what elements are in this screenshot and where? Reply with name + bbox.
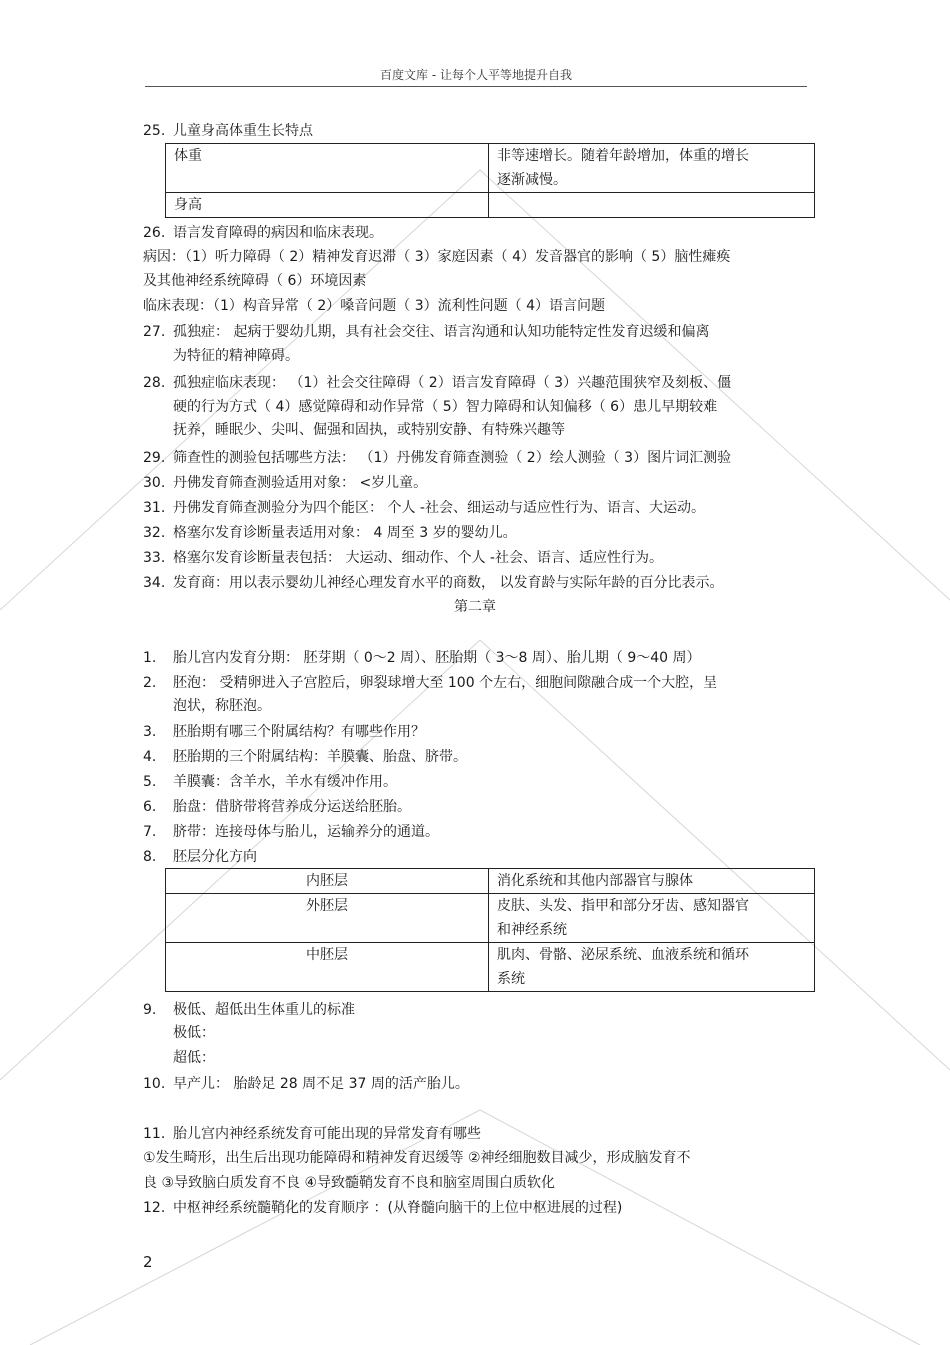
item-26-causes-cont: 及其他神经系统障碍（ 6）环境因素: [143, 273, 367, 289]
item-34: 34. 发育商：用以表示婴幼儿神经心理发育水平的商数， 以发育龄与实际年龄的百分比表示。: [143, 575, 724, 591]
ch2-item-4: 4. 胚胎期的三个附属结构：羊膜囊、胎盘、脐带。: [143, 749, 467, 765]
item-27-cont: 为特征的精神障碍。: [173, 348, 299, 364]
table-cell: 内胚层: [166, 869, 489, 894]
ch2-item-8: 8. 胚层分化方向: [143, 849, 257, 865]
table-row: [166, 869, 815, 894]
table-cell: 消化系统和其他内部器官与腺体: [489, 869, 815, 894]
ch2-item-3: 3. 胚胎期有哪三个附属结构？有哪些作用？: [143, 724, 425, 740]
table-cell: [489, 193, 815, 218]
ch2-item-2-cont: 泡状，称胚泡。: [173, 698, 271, 714]
table-cell: 外胚层: [166, 894, 489, 943]
page-number: 2: [143, 1253, 153, 1271]
item-26: 26. 语言发育障碍的病因和临床表现。: [143, 225, 383, 241]
item-28-cont: 硬的行为方式（ 4）感觉障碍和动作异常（ 5）智力障碍和认知偏移（ 6）患儿早期较难: [173, 399, 718, 415]
table-cell: 身高: [166, 193, 489, 218]
page-header: 百度文库 - 让每个人平等地提升自我: [380, 68, 572, 82]
ch2-item-7: 7. 脐带：连接母体与胎儿，运输养分的通道。: [143, 824, 439, 840]
item-30: 30. 丹佛发育筛查测验适用对象： <岁儿童。: [143, 475, 428, 491]
table-cell: 皮肤、头发、指甲和部分牙齿、感知器官 和神经系统: [489, 894, 815, 943]
ch2-item-11-l2: 良 ③导致脑白质发育不良 ④导致髓鞘发育不良和脑室周围白质软化: [143, 1175, 556, 1191]
table-row: [166, 943, 815, 992]
table-cell: 中胚层: [166, 943, 489, 992]
ch2-item-9-a: 极低：: [173, 1025, 215, 1041]
ch2-item-11: 11. 胎儿宫内神经系统发育可能出现的异常发育有哪些: [143, 1126, 481, 1142]
item-25: 25. 儿童身高体重生长特点: [143, 123, 313, 139]
item-32: 32. 格塞尔发育诊断量表适用对象： 4 周至 3 岁的婴幼儿。: [143, 525, 517, 541]
item-28: 28. 孤独症临床表现： （1）社会交往障碍（ 2）语言发育障碍（ 3）兴趣范围狭窄及刻板、僵: [143, 375, 732, 391]
item-31: 31. 丹佛发育筛查测验分为四个能区： 个人 -社会、细运动与适应性行为、语言、大运动。: [143, 500, 705, 516]
chapter-heading: 第二章: [454, 599, 496, 615]
ch2-item-10: 10. 早产儿： 胎龄足 28 周不足 37 周的活产胎儿。: [143, 1076, 469, 1092]
table-row: [166, 144, 815, 193]
ch2-item-9: 9. 极低、超低出生体重儿的标准: [143, 1002, 355, 1018]
ch2-item-1: 1. 胎儿宫内发育分期： 胚芽期（ 0～2 周）、胚胎期（ 3～8 周）、胎儿期（ 9～40 周）: [143, 650, 701, 666]
item-29: 29. 筛查性的测验包括哪些方法： （1）丹佛发育筛查测验（ 2）绘人测验（ 3）图片词汇测验: [143, 450, 732, 466]
germ-layer-table: [165, 868, 815, 992]
ch2-item-6: 6. 胎盘：借脐带将营养成分运送给胚胎。: [143, 799, 411, 815]
ch2-item-5: 5. 羊膜囊：含羊水，羊水有缓冲作用。: [143, 774, 397, 790]
table-cell: 体重: [166, 144, 489, 193]
table-row: [166, 894, 815, 943]
ch2-item-9-b: 超低：: [173, 1050, 215, 1066]
item-26-causes: 病因：（1）听力障碍（ 2）精神发育迟滞（ 3）家庭因素（ 4）发音器官的影响（ 5）脑性瘫痪: [143, 249, 731, 265]
ch2-item-2: 2. 胚泡： 受精卵进入子宫腔后，卵裂球增大至 100 个左右，细胞间隙融合成一个大腔，呈: [143, 675, 718, 691]
item-33: 33. 格塞尔发育诊断量表包括： 大运动、细动作、个人 -社会、语言、适应性行为。: [143, 550, 663, 566]
table-cell: 非等速增长。随着年龄增加，体重的增长 逐渐减慢。: [489, 144, 815, 193]
header-rule: [145, 86, 807, 87]
ch2-item-11-l1: ①发生畸形，出生后出现功能障碍和精神发育迟缓等 ②神经细胞数目减少，形成脑发育不: [143, 1150, 691, 1166]
item-28-cont: 抚养，睡眠少、尖叫、倔强和固执，或特别安静、有特殊兴趣等: [173, 422, 565, 438]
table-cell: 肌肉、骨骼、泌尿系统、血液系统和循环 系统: [489, 943, 815, 992]
table-row: [166, 193, 815, 218]
growth-table: [165, 143, 815, 218]
item-27: 27. 孤独症： 起病于婴幼儿期，具有社会交往、语言沟通和认知功能特定性发育迟缓和偏离: [143, 324, 710, 340]
item-26-clinical: 临床表现：（1）构音异常（ 2）嗓音问题（ 3）流利性问题（ 4）语言问题: [143, 298, 605, 314]
ch2-item-12: 12. 中枢神经系统髓鞘化的发育顺序 ：(从脊髓向脑干的上位中枢进展的过程): [143, 1200, 623, 1216]
